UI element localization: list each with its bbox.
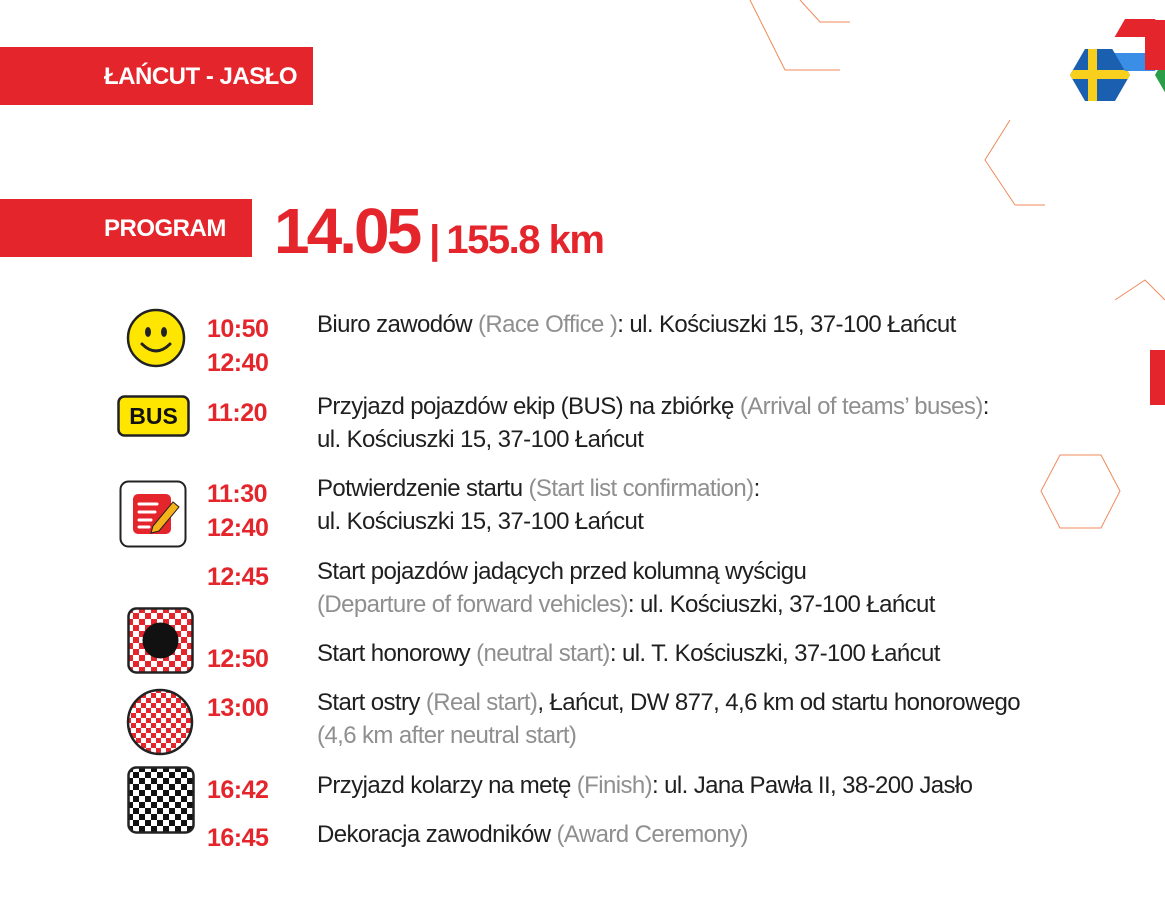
checkered-circle-icon xyxy=(126,688,194,756)
program-label: PROGRAM xyxy=(104,215,226,242)
event-description: Przyjazd pojazdów ekip (BUS) na zbiórkę (Arrival of teams’ buses): ul. Kościuszki 15, 37-100 Łańcut xyxy=(317,393,989,453)
route-banner xyxy=(0,47,313,105)
time-slot: 11:20 xyxy=(207,399,268,427)
time-slot: 12:45 xyxy=(207,563,269,591)
time-slot: 13:00 xyxy=(207,694,269,722)
stage-distance: 155.8 km xyxy=(446,218,604,262)
event-description: Przyjazd kolarzy na metę (Finish): ul. Jana Pawła II, 38-200 Jasło xyxy=(317,772,973,799)
event-description: Start honorowy (neutral start): ul. T. Kościuszki, 37-100 Łańcut xyxy=(317,640,940,667)
stage-date xyxy=(274,194,603,268)
date-separator: | xyxy=(429,218,441,262)
time-slot: 11:30 12:40 xyxy=(207,480,269,542)
time-slot: 10:50 12:40 xyxy=(207,315,269,377)
flag-hexagons-decoration xyxy=(745,0,1165,560)
event-description: Potwierdzenie startu (Start list confirmation): ul. Kościuszki 15, 37-100 Łańcut xyxy=(317,475,760,535)
program-banner xyxy=(0,199,252,257)
bus-icon xyxy=(117,395,190,437)
event-description: Start pojazdów jadących przed kolumną wyścigu (Departure of forward vehicles): ul. Kościuszki, 37-100 Łańcut xyxy=(317,558,935,618)
red-accent-block xyxy=(1150,350,1165,405)
svg-text:BUS: BUS xyxy=(129,403,178,429)
notepad-icon xyxy=(119,480,187,548)
finish-flag-icon xyxy=(127,766,195,834)
checkered-square-dot-icon xyxy=(127,607,194,674)
route-title: ŁAŃCUT - JASŁO xyxy=(104,63,297,90)
event-description: Biuro zawodów (Race Office ): ul. Kościuszki 15, 37-100 Łańcut xyxy=(317,311,956,338)
event-description: Dekoracja zawodników (Award Ceremony) xyxy=(317,821,748,848)
time-slot: 16:45 xyxy=(207,824,269,852)
smiley-icon xyxy=(126,308,186,368)
time-slot: 12:50 xyxy=(207,645,269,673)
red-accent-block xyxy=(1145,20,1165,70)
event-description: Start ostry (Real start), Łańcut, DW 877, 4,6 km od startu honorowego (4,6 km after neutral start) xyxy=(317,689,1020,749)
date-value: 14.05 xyxy=(274,195,420,267)
time-slot: 16:42 xyxy=(207,776,269,804)
